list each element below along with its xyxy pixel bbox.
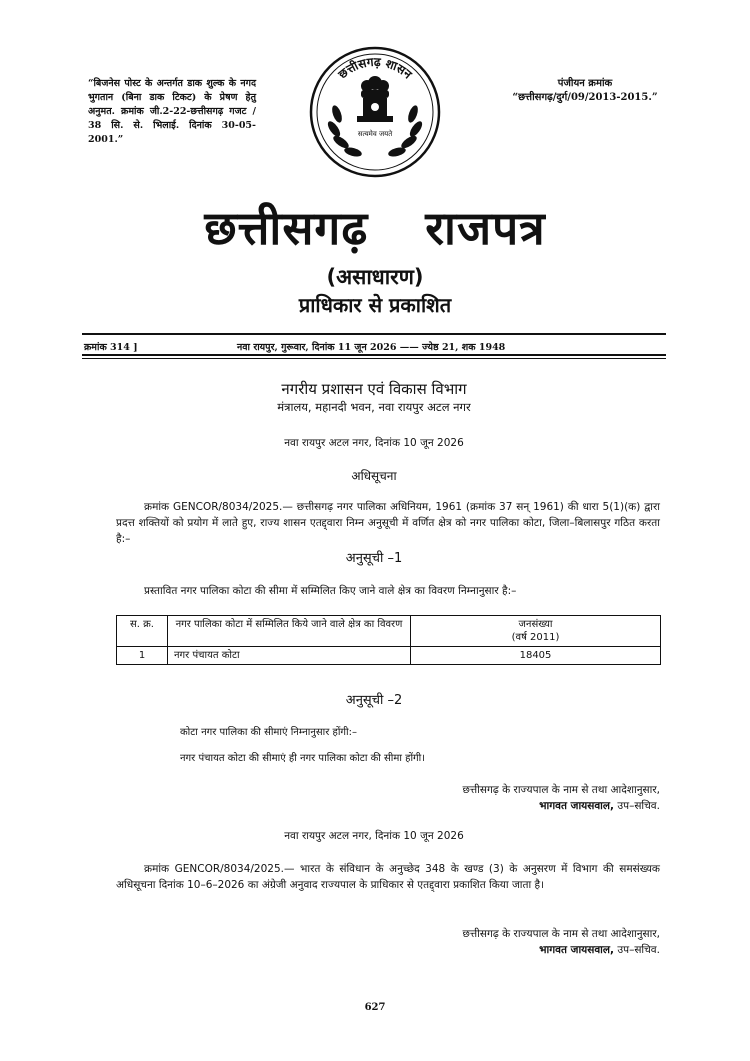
officer-name: भागवत जायसवाल, (539, 944, 615, 956)
population-header: जनसंख्या (518, 619, 553, 630)
officer-title: उप–सचिव. (617, 800, 660, 812)
notification-paragraph: क्रमांक GENCOR/8034/2025.— छत्तीसगढ़ नगर पालिका अधिनियम, 1961 (क्रमांक 37 सन् 1961) की धारा 5(1)(क) द्वारा प्रदत्त शक्तियों को प्रयोग में लाते हुए, राज्य शासन एतद्द्वारा निम्न अनुसूची में वर्णित क्षेत्र को नगर पालिका कोटा, जिला–बिलासपुर गठित करता है:– (116, 501, 660, 545)
table-cell: 1 (117, 647, 168, 665)
issue-dateline: नवा रायपुर, गुरूवार, दिनांक 11 जून 2026 —— ज्येष्ठ 21, शक 1948 (237, 342, 506, 353)
population-year-header: (वर्ष 2011) (511, 632, 560, 643)
translation-date: नवा रायपुर अटल नगर, दिनांक 10 जून 2026 (284, 830, 464, 842)
translation-paragraph: क्रमांक GENCOR/8034/2025.— भारत के संविधान के अनुच्छेद 348 के खण्ड (3) के अनुसरण में विभाग की समसंख्यक अधिसूचना दिनांक 10–6–2026 का अंग्रेजी अनुवाद राज्यपाल के प्राधिकार से एतद्द्वारा प्रकाशित किया जाता है। (116, 863, 660, 891)
registration-label: पंजीयन क्रमांक (557, 78, 613, 89)
page-number: 627 (364, 1002, 386, 1013)
registration-block (500, 77, 670, 105)
gazette-subtitle: (असाधारण) (326, 265, 424, 289)
signature-block-1 (82, 782, 660, 814)
table-header-cell: स. क्र. (117, 616, 168, 647)
gazette-title: छत्तीसगढ़ राजपत्र (204, 201, 546, 255)
notification-title: अधिसूचना (351, 469, 397, 483)
schedule-2-title: अनुसूची –2 (345, 693, 403, 708)
area-table (116, 615, 661, 665)
emblem-top-text: छत्तीसगढ़ शासन (335, 54, 415, 82)
signature-block-2 (82, 926, 660, 958)
header-rule-bottom (82, 354, 666, 356)
schedule-2-line-1: कोटा नगर पालिका की सीमाएं निम्नानुसार होंगी:– (180, 727, 358, 738)
schedule-1-intro: प्रस्तावित नगर पालिका कोटा की सीमा में सम्मिलित किए जाने वाले क्षेत्र का विवरण निम्नानुसार है:– (144, 585, 517, 597)
header-rule-bottom-thin (82, 358, 666, 359)
notification-date: नवा रायपुर अटल नगर, दिनांक 10 जून 2026 (284, 437, 464, 449)
ministry-address: मंत्रालय, महानदी भवन, नवा रायपुर अटल नगर (277, 400, 471, 414)
signature-authority: छत्तीसगढ़ के राज्यपाल के नाम से तथा आदेशानुसार, (462, 928, 660, 940)
officer-name: भागवत जायसवाल, (539, 800, 615, 812)
table-row (117, 647, 661, 665)
state-emblem (307, 44, 443, 180)
schedule-2-line-2: नगर पंचायत कोटा की सीमाएं ही नगर पालिका कोटा की सीमा होंगी। (180, 753, 426, 764)
registration-number: “छत्तीसगढ़/दुर्ग/09/2013-2015.” (512, 92, 658, 103)
header-rule-top (82, 333, 666, 335)
postal-permit-note: “बिजनेस पोस्ट के अन्तर्गत डाक शुल्क के नगद भुगतान (बिना डाक टिकट) के प्रेषण हेतु अनुमत. क्रमांक जी.2-22-छत्तीसगढ़ गजट / 38 सि. से. भिलाई. दिनांक 30-05-2001.” (88, 78, 256, 145)
table-header-cell (411, 616, 661, 647)
signature-officer (82, 942, 660, 958)
department-name: नगरीय प्रशासन एवं विकास विभाग (281, 380, 467, 398)
officer-title: उप–सचिव. (617, 944, 660, 956)
table-header-row (117, 616, 661, 647)
table-cell: 18405 (411, 647, 661, 665)
issue-number: क्रमांक 314 ] (84, 342, 138, 353)
emblem-motto: सत्यमेव जयते (357, 130, 393, 138)
schedule-1-title: अनुसूची –1 (345, 551, 403, 566)
signature-officer (82, 798, 660, 814)
signature-authority: छत्तीसगढ़ के राज्यपाल के नाम से तथा आदेशानुसार, (462, 784, 660, 796)
table-cell: नगर पंचायत कोटा (168, 647, 411, 665)
published-by: प्राधिकार से प्रकाशित (298, 293, 452, 317)
table-header-cell: नगर पालिका कोटा में सम्मिलित किये जाने वाले क्षेत्र का विवरण (168, 616, 411, 647)
